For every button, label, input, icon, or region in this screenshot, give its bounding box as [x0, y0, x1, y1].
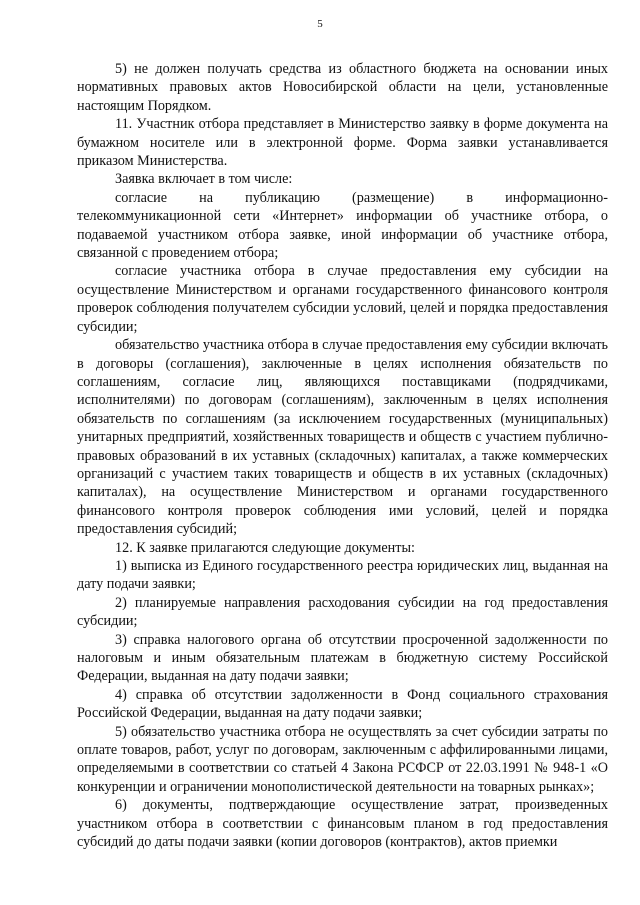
- paragraph-audit-consent: согласие участника отбора в случае предоставления ему субсидии на осуществление Министерством и органами государственного финансового контроля проверок соблюдения получателем субсидии условий, целей и порядка предоставления субсидии;: [77, 263, 608, 335]
- paragraph-doc-4-social-insurance: 4) справка об отсутствии задолженности в Фонд социального страхования Российской Федерации, выданная на дату подачи заявки;: [77, 686, 608, 722]
- paragraph-doc-3-tax-certificate: 3) справка налогового органа об отсутствии просроченной задолженности по налоговым и иным обязательным платежам в бюджетную систему Российской Федерации, выданная на дату подачи заявки;: [77, 631, 608, 685]
- paragraph-doc-6-expense-documents: 6) документы, подтверждающие осуществление затрат, произведенных участником отбора в соответствии с финансовым планом в год предоставления субсидий до даты подачи заявки (копии договоров (контрактов), актов приемки: [77, 797, 608, 851]
- paragraph-clause-12: 12. К заявке прилагаются следующие документы:: [115, 539, 415, 556]
- paragraph-application-includes: Заявка включает в том числе:: [115, 171, 293, 188]
- paragraph-doc-1-registry-extract: 1) выписка из Единого государственного реестра юридических лиц, выданная на дату подачи заявки;: [77, 557, 608, 593]
- page-number: 5: [317, 18, 323, 30]
- paragraph-clause-11: 11. Участник отбора представляет в Министерство заявку в форме документа на бумажном носителе или в электронной форме. Форма заявки устанавливается приказом Министерства.: [77, 116, 608, 170]
- paragraph-participant-obligation: обязательство участника отбора в случае предоставления ему субсидии включать в договоры (соглашения), заключенные в целях исполнения обязательств по соглашениям, согласие лиц, являющихся поставщиками (подрядчиками, исполнителями) по договорам (соглашениям), заключенным в целях исполнения обязательств по соглашениям (за исключением государственных (муниципальных) унитарных предприятий, хозяйственных товариществ и обществ с участием публично-правовых образований в их уставных (складочных) капиталах, а также коммерческих организаций с участием таких товариществ и обществ в их уставных (складочных) капиталах), на осуществление Министерством и органами государственного финансового контроля проверок соблюдения ими условий, целей и порядка предоставления субсидий;: [77, 337, 608, 538]
- paragraph-doc-2-spending-plan: 2) планируемые направления расходования субсидии на год предоставления субсидии;: [77, 594, 608, 630]
- document-body: [77, 60, 608, 851]
- paragraph-publication-consent: согласие на публикацию (размещение) в информационно-телекоммуникационной сети «Интернет» информации об участнике отбора, о подаваемой участником отбора заявке, иной информации об участнике отбора, связанной с проведением отбора;: [77, 189, 608, 262]
- paragraph-doc-5-affiliates-obligation: 5) обязательство участника отбора не осуществлять за счет субсидии затраты по оплате товаров, работ, услуг по договорам, заключенным с аффилированными лицами, определяемыми в соответствии со статьей 4 Закона РСФСР от 22.03.1991 № 948-1 «О конкуренции и ограничении монополистической деятельности на товарных рынках»;: [77, 723, 608, 795]
- paragraph-item-5-condition: 5) не должен получать средства из областного бюджета на основании иных нормативных правовых актов Новосибирской области на цели, установленные настоящим Порядком.: [77, 61, 608, 114]
